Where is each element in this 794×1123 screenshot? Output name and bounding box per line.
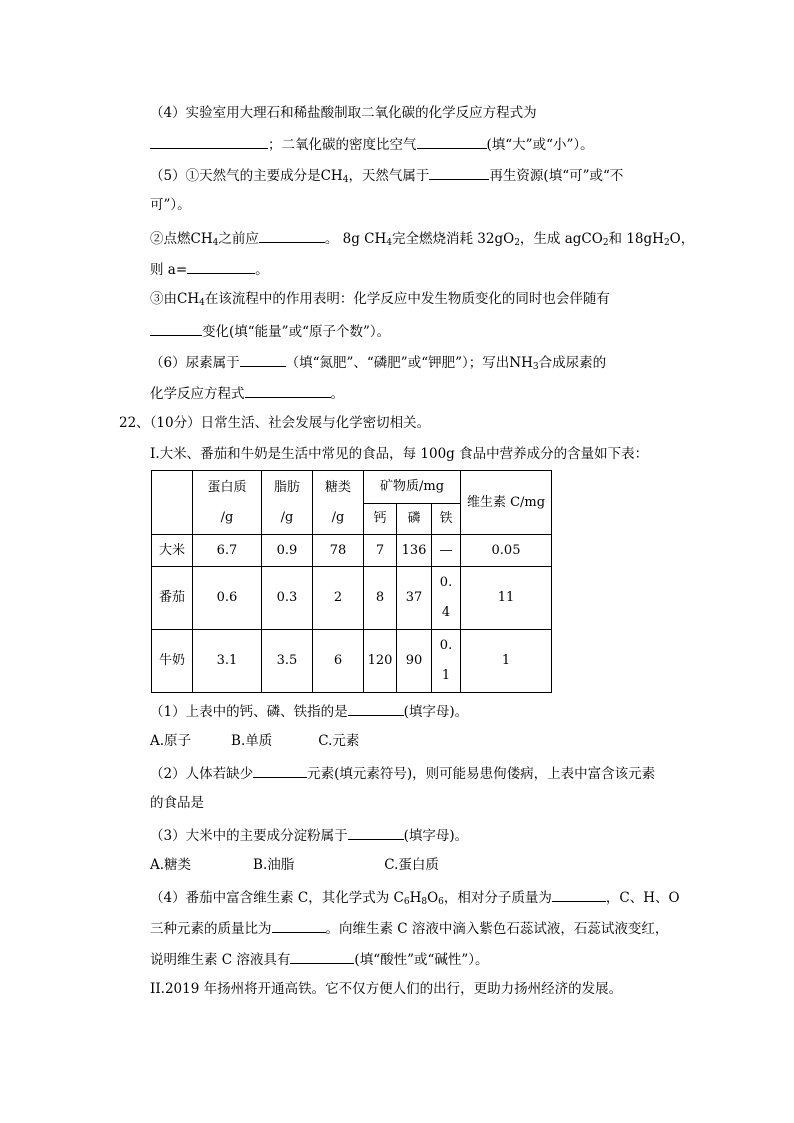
table-row [152,535,552,567]
cell: 3.1 [193,630,262,693]
cell: 6.7 [193,535,262,567]
q22-s3-options: A.糖类 B.油脂 C.蛋白质 [150,857,439,873]
q22-title: 22、（10分）日常生活、社会发展与化学密切相关。 [119,415,431,431]
q22-s4-line2: 三种元素的质量比为 。向维生素 C 溶液中滴入紫色石蕊试液，石蕊试液变红， [150,918,668,938]
answer-blank[interactable] [253,763,307,778]
cell: 0.3 [262,567,313,630]
cell: 7 [364,535,397,567]
q5-line2: 可”）。 [150,197,191,213]
q22-part2: II.2019 年扬州将开通高铁。它不仅方便人们的出行，更助力扬州经济的发展。 [150,981,623,997]
header-fat: 脂肪 /g [262,471,313,535]
q22-s2: （2）人体若缺少 元素(填元素符号)，则可能易患佝偻病，上表中富含该元素 [150,763,655,783]
cell: 0.6 [193,567,262,630]
nutrition-table [151,470,552,693]
answer-blank[interactable] [552,887,606,902]
cell: 0. 1 [432,630,461,693]
cell: 136 [397,535,432,567]
answer-blank[interactable] [429,165,489,180]
row-name: 大米 [152,535,193,567]
row-name: 牛奶 [152,630,193,693]
answer-blank[interactable] [150,134,268,149]
cell: 11 [461,567,552,630]
q6-line1: （6）尿素属于 （填“氮肥”、“磷肥”或“钾肥”）；写出$NH_3$合成尿素的 [150,352,606,376]
q22-s4-line3: 说明维生素 C 溶液具有 (填“酸性”或“碱性”）。 [150,949,489,969]
header-mineral: 矿物质/mg [364,471,461,504]
q5-line4: 则 a= 。 [150,259,269,279]
row-name: 番茄 [152,567,193,630]
answer-blank[interactable] [272,918,326,933]
q22-s2-line2: 的食品是 [150,795,204,811]
answer-blank[interactable] [245,383,331,398]
answer-blank[interactable] [187,259,255,274]
header-vitamin-c: 维生素 C/mg [461,471,552,535]
answer-blank[interactable] [348,825,404,840]
q4-line2: ；二氧化碳的密度比空气 (填“大”或“小”）。 [150,134,594,154]
answer-blank[interactable] [290,949,354,964]
q22-s1: （1）上表中的钙、磷、铁指的是 (填字母)。 [150,701,468,721]
table-row [152,630,552,693]
q22-s4-line1: （4）番茄中富含维生素 C，其化学式为 $C_6H_8O_6$，相对分子质量为 ，C、H、O [150,887,680,911]
q22-part1: I.大米、番茄和牛奶是生活中常见的食品，每 100g 食品中营养成分的含量如下表： [150,446,649,462]
answer-blank[interactable] [259,228,325,243]
answer-blank[interactable] [240,352,286,367]
table-corner [152,471,193,535]
cell: 6 [313,630,364,693]
cell: 8 [364,567,397,630]
cell: 0.9 [262,535,313,567]
q5-line5: ③由$CH_4$在该流程中的作用表明：化学反应中发生物质变化的同时也会伴随有 [150,291,610,308]
cell: 90 [397,630,432,693]
header-calcium: 钙 [364,504,397,535]
q6-line2: 化学反应方程式 。 [150,383,344,403]
cell: 120 [364,630,397,693]
table-row [152,567,552,630]
q5-line1: （5）①天然气的主要成分是$CH_4$，天然气属于 再生资源(填“可”或“不 [150,165,623,189]
header-protein: 蛋白质 /g [193,471,262,535]
cell: 2 [313,567,364,630]
header-phosphorus: 磷 [397,504,432,535]
q5-line6: 变化(填“能量”或“原子个数”）。 [150,321,390,341]
answer-blank[interactable] [417,134,487,149]
cell: 78 [313,535,364,567]
q5-line3: ②点燃$CH_4$之前应 。 8g $CH_4$完全燃烧消耗 $32gO_2$，生成 agCO$_2$和 $18gH_2O$， [150,228,694,252]
cell: 0. 4 [432,567,461,630]
answer-blank[interactable] [348,701,404,716]
cell: 37 [397,567,432,630]
cell: 1 [461,630,552,693]
q4-line1: （4）实验室用大理石和稀盐酸制取二氧化碳的化学反应方程式为 [150,105,537,121]
cell: 0.05 [461,535,552,567]
header-iron: 铁 [432,504,461,535]
cell: 3.5 [262,630,313,693]
q22-s3: （3）大米中的主要成分淀粉属于 (填字母)。 [150,825,468,845]
q22-s1-options: A.原子 B.单质 C.元素 [150,733,360,749]
cell: — [432,535,461,567]
header-sugar: 糖类 /g [313,471,364,535]
answer-blank[interactable] [150,321,202,336]
